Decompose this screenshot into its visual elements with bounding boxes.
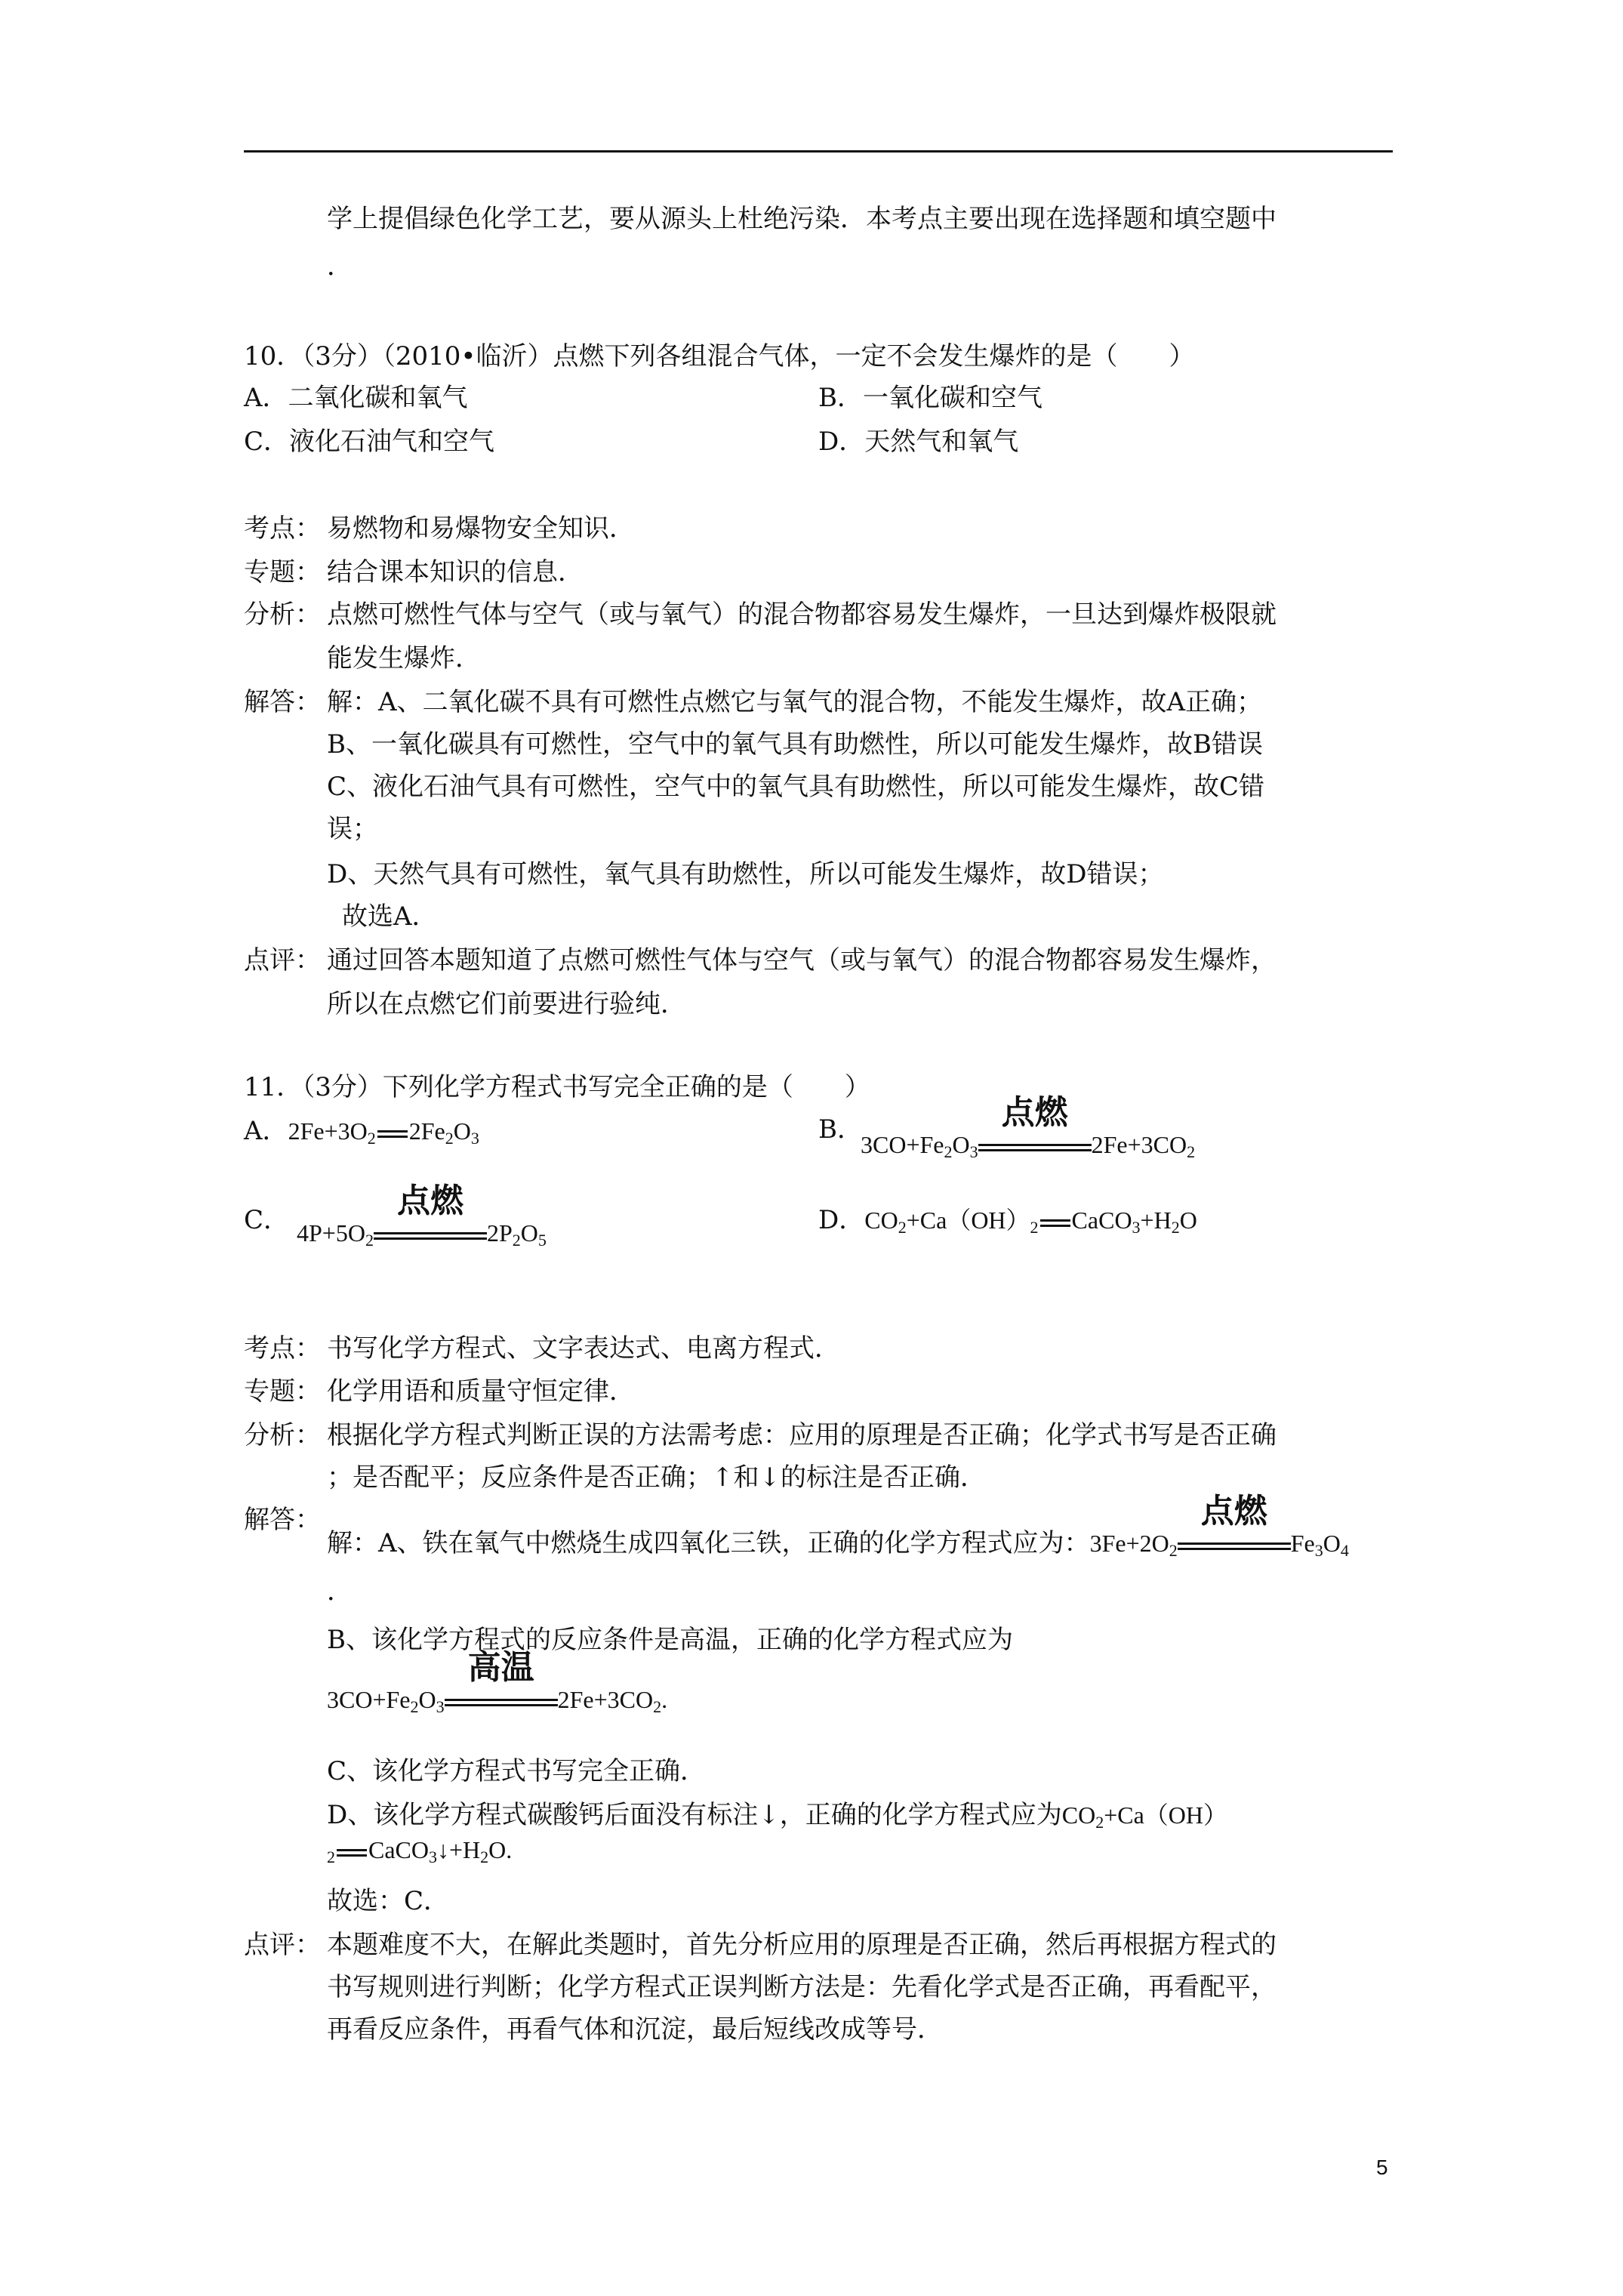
- q11-option-d-equation: $CO_2+Ca(OH)_2$ $CaCO_3+H_2O$: [864, 1207, 1197, 1237]
- q11-option-a: [244, 1110, 479, 1148]
- q11-option-c-equation: $4P+5O_2$ 点燃 $2P_2O_5$: [297, 1219, 547, 1250]
- q11-jieda-1-equation: $3Fe+2O_2$ 点燃 $Fe_3O_4$: [1090, 1530, 1349, 1557]
- q10-zhuanti: 结合课本知识的信息．: [327, 557, 584, 587]
- q11-jieda-4-equation-part1: $CO_2+Ca(OH)$: [1061, 1801, 1228, 1832]
- q11-option-d-label: D．: [818, 1205, 865, 1235]
- q11-zhuanti-label: 专题：: [244, 1376, 321, 1407]
- page-number: 5: [1376, 2156, 1388, 2179]
- q11-dianping-3: 再看反应条件，再看气体和沉淀，最后短线改成等号．: [327, 2014, 943, 2045]
- q10-jieda-5: D、天然气具有可燃性，氧气具有助燃性，所以可能发生爆炸，故D错误；: [327, 859, 1164, 889]
- q10-option-d: D．天然气和氧气: [818, 427, 1019, 457]
- q11-jieda-label: 解答：: [244, 1505, 321, 1535]
- continued-text-line-1: 学上提倡绿色化学工艺，要从源头上杜绝污染．本考点主要出现在选择题和填空题中: [327, 204, 1277, 234]
- q10-jieda-label: 解答：: [244, 687, 321, 717]
- q11-option-a-equation: $2Fe+3O_2$ $2Fe_2O_3$: [288, 1117, 479, 1148]
- q11-kaodian: 书写化学方程式、文字表达式、电离方程式．: [327, 1333, 840, 1364]
- q11-dianping-label: 点评：: [244, 1930, 321, 1960]
- q11-jieda-1: [327, 1492, 1349, 1561]
- q11-jieda-4: [327, 1794, 1227, 1832]
- q11-option-b-equation: $3CO+Fe_2O_3$ 点燃 $2Fe+3CO_2$: [861, 1131, 1195, 1162]
- q10-dianping-label: 点评：: [244, 945, 321, 975]
- q11-dianping-1: 本题难度不大，在解此类题时，首先分析应用的原理是否正确，然后再根据方程式的: [327, 1930, 1277, 1960]
- q11-option-c-label: C．: [244, 1205, 290, 1235]
- q11-c-condition: 点燃: [396, 1182, 463, 1220]
- q11-option-d: [818, 1199, 1197, 1237]
- q10-stem: 10．（3分）（2010•临沂）点燃下列各组混合气体，一定不会发生爆炸的是（ ）: [244, 341, 1195, 371]
- q10-option-b: B．一氧化碳和空气: [818, 383, 1042, 413]
- q11-jieda-2-equation: $3CO+Fe_2O_3$ 高温 $2Fe+3CO_2$.: [327, 1686, 667, 1717]
- q11-fenxi-2: ；是否配平；反应条件是否正确；↑和↓的标注是否正确．: [327, 1462, 986, 1493]
- q11-jieda-3: C、该化学方程式书写完全正确．: [327, 1756, 707, 1786]
- q10-fenxi-1: 点燃可燃性气体与空气（或与氧气）的混合物都容易发生爆炸，一旦达到爆炸极限就: [327, 599, 1277, 630]
- q11-jieda-2-condition: 高温: [467, 1648, 534, 1687]
- q10-jieda-4: 误；: [327, 814, 378, 844]
- q11-jieda-4-text: D、该化学方程式碳酸钙后面没有标注↓，正确的化学方程式应为: [327, 1800, 1062, 1830]
- q10-fenxi-label: 分析：: [244, 599, 321, 630]
- q11-dianping-2: 书写规则进行判断；化学方程式正误判断方法是：先看化学式是否正确，再看配平，: [327, 1972, 1277, 2002]
- q11-jieda-4-equation-part2: $_2$ $CaCO_3↓+H_2O$.: [327, 1836, 513, 1866]
- q11-kaodian-label: 考点：: [244, 1333, 321, 1364]
- q11-jieda-1-text: 解：A、铁在氧气中燃烧生成四氧化三铁，正确的化学方程式应为：: [327, 1528, 1090, 1558]
- q10-dianping-2: 所以在点燃它们前要进行验纯．: [327, 989, 686, 1019]
- q10-kaodian-label: 考点：: [244, 513, 321, 544]
- q10-option-c: C．液化石油气和空气: [244, 427, 495, 457]
- continued-text-line-2: ．: [327, 251, 353, 282]
- q10-fenxi-2: 能发生爆炸．: [327, 643, 481, 673]
- q11-option-a-label: A．: [244, 1116, 288, 1146]
- q11-jieda-1-end: ．: [327, 1576, 353, 1607]
- q10-dianping-1: 通过回答本题知道了点燃可燃性气体与空气（或与氧气）的混合物都容易发生爆炸，: [327, 945, 1277, 975]
- q10-jieda-3: C、液化石油气具有可燃性，空气中的氧气具有助燃性，所以可能发生爆炸，故C错: [327, 772, 1265, 802]
- q10-option-a: A．二氧化碳和氧气: [244, 383, 468, 413]
- q10-kaodian: 易燃物和易爆物安全知识．: [327, 513, 635, 544]
- q10-jieda-6: 故选A．: [342, 901, 438, 932]
- q10-zhuanti-label: 专题：: [244, 557, 321, 587]
- q10-jieda-2: B、一氧化碳具有可燃性，空气中的氧气具有助燃性，所以可能发生爆炸，故B错误: [327, 729, 1263, 760]
- q11-fenxi-label: 分析：: [244, 1420, 321, 1450]
- q11-b-condition: 点燃: [1001, 1093, 1068, 1132]
- q11-jieda-6: 故选：C．: [327, 1886, 450, 1916]
- q11-jieda-1-condition: 点燃: [1200, 1492, 1267, 1530]
- q11-zhuanti: 化学用语和质量守恒定律．: [327, 1376, 635, 1407]
- q11-option-b-label: B．: [818, 1114, 863, 1145]
- q10-jieda-1: 解：A、二氧化碳不具有可燃性点燃它与氧气的混合物，不能发生爆炸，故A正确；: [327, 687, 1263, 717]
- q11-stem: 11．（3分）下列化学方程式书写完全正确的是（ ）: [244, 1072, 870, 1102]
- q11-fenxi-1: 根据化学方程式判断正误的方法需考虑：应用的原理是否正确；化学式书写是否正确: [327, 1420, 1277, 1450]
- q11-jieda-2: B、该化学方程式的反应条件是高温，正确的化学方程式应为: [327, 1625, 1013, 1655]
- header-rule: [244, 150, 1393, 153]
